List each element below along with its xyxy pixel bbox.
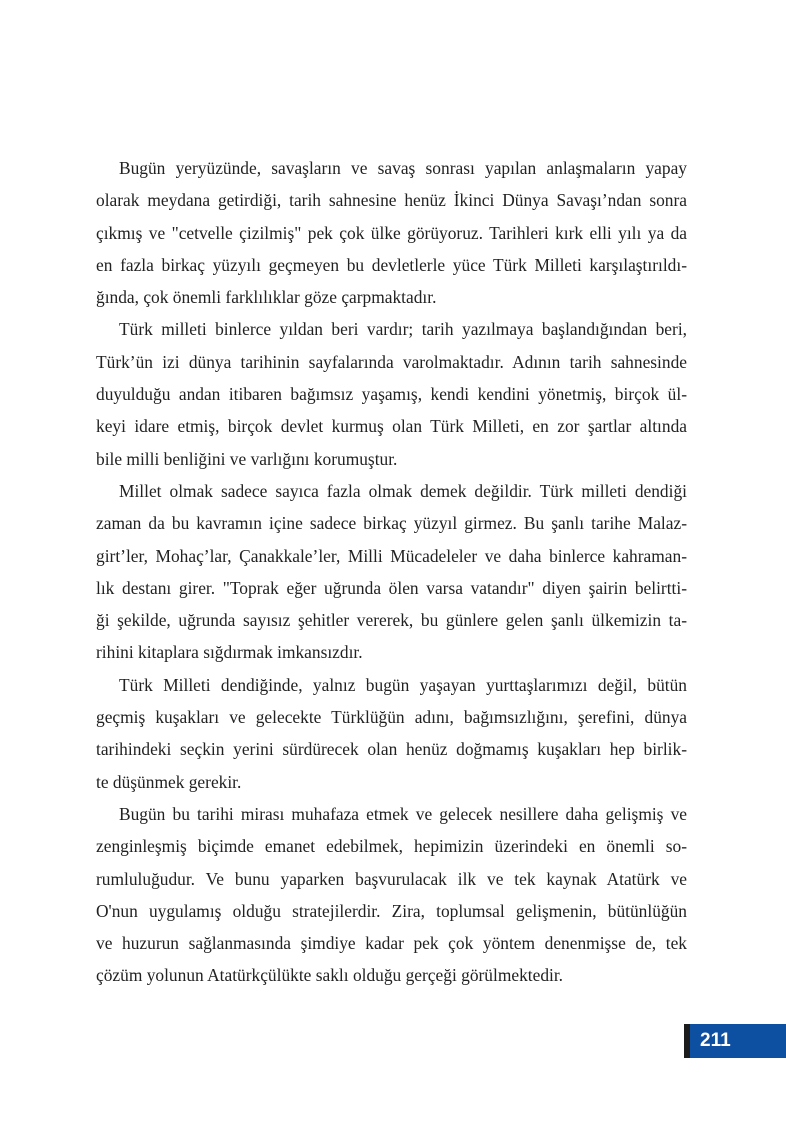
paragraph [96, 152, 687, 313]
paragraph [96, 798, 687, 992]
body-text [96, 152, 687, 992]
text-line: ği şekilde, uğrunda sayısız şehitler vererek, bu günlere gelen şanlı ülkemizin ta- [96, 610, 687, 631]
text-line: zenginleşmiş biçimde emanet edebilmek, hepimizin üzerindeki en önemli so- [96, 836, 687, 857]
text-line: lık destanı girer. "Toprak eğer uğrunda ölen varsa vatandır" diyen şairin belirtti- [96, 577, 687, 598]
text-line: geçmiş kuşakları ve gelecekte Türklüğün adını, bağımsızlığını, şerefini, dünya [96, 707, 687, 728]
text-line: Türk Milleti dendiğinde, yalnız bugün yaşayan yurttaşlarımızı değil, bütün [119, 674, 687, 695]
text-line: Türk’ün izi dünya tarihinin sayfalarında varolmaktadır. Adının tarih sahnesinde [96, 351, 687, 372]
page-number: 211 [700, 1030, 731, 1051]
text-line: te düşünmek gerekir. [96, 771, 242, 792]
paragraph [96, 475, 687, 669]
text-line: en fazla birkaç yüzyılı geçmeyen bu devletlerle yüce Türk Milleti karşılaştırıldı- [96, 254, 687, 275]
page-number-badge [684, 1024, 786, 1058]
text-line: Bugün yeryüzünde, savaşların ve savaş sonrası yapılan anlaşmaların yapay [119, 158, 687, 178]
text-line: çözüm yolunun Atatürkçülükte saklı olduğu gerçeği görülmektedir. [96, 965, 564, 986]
paragraph [96, 669, 687, 798]
text-line: Türk milleti binlerce yıldan beri vardır; tarih yazılmaya başlandığından beri, [119, 319, 687, 340]
text-line: girt’ler, Mohaç’lar, Çanakkale’ler, Milli Mücadeleler ve daha binlerce kahraman- [96, 545, 687, 566]
text-line: O'nun uygulamış olduğu stratejilerdir. Zira, toplumsal gelişmenin, bütünlüğün [96, 900, 687, 921]
text-line: rumluluğudur. Ve bunu yaparken başvurulacak ilk ve tek kaynak Atatürk ve [96, 868, 687, 889]
text-line: ğında, çok önemli farklılıklar göze çarpmaktadır. [96, 287, 437, 308]
text-line: Millet olmak sadece sayıca fazla olmak demek değildir. Türk milleti dendiği [119, 480, 687, 501]
text-line: zaman da bu kavramın içine sadece birkaç yüzyıl girmez. Bu şanlı tarihe Malaz- [96, 513, 687, 534]
text-line: bile milli benliğini ve varlığını korumuştur. [96, 448, 398, 469]
text-line: çıkmış ve "cetvelle çizilmiş" pek çok ülke görüyoruz. Tarihleri kırk elli yılı ya da [96, 222, 687, 243]
paragraph [96, 313, 687, 474]
text-line: rihini kitaplara sığdırmak imkansızdır. [96, 642, 363, 663]
text-line: keyi idare etmiş, birçok devlet kurmuş olan Türk Milleti, en zor şartlar altında [96, 416, 687, 437]
text-line: olarak meydana getirdiği, tarih sahnesine henüz İkinci Dünya Savaşı’ndan sonra [96, 190, 687, 211]
text-line: ve huzurun sağlanmasında şimdiye kadar pek çok yöntem denenmişse de, tek [96, 933, 687, 954]
text-line: Bugün bu tarihi mirası muhafaza etmek ve gelecek nesillere daha gelişmiş ve [119, 803, 687, 824]
text-line: duyulduğu andan itibaren bağımsız yaşamış, kendi kendini yönetmiş, birçok ül- [96, 384, 687, 405]
text-line: tarihindeki seçkin yerini sürdürecek olan henüz doğmamış kuşakları hep birlik- [96, 739, 687, 760]
